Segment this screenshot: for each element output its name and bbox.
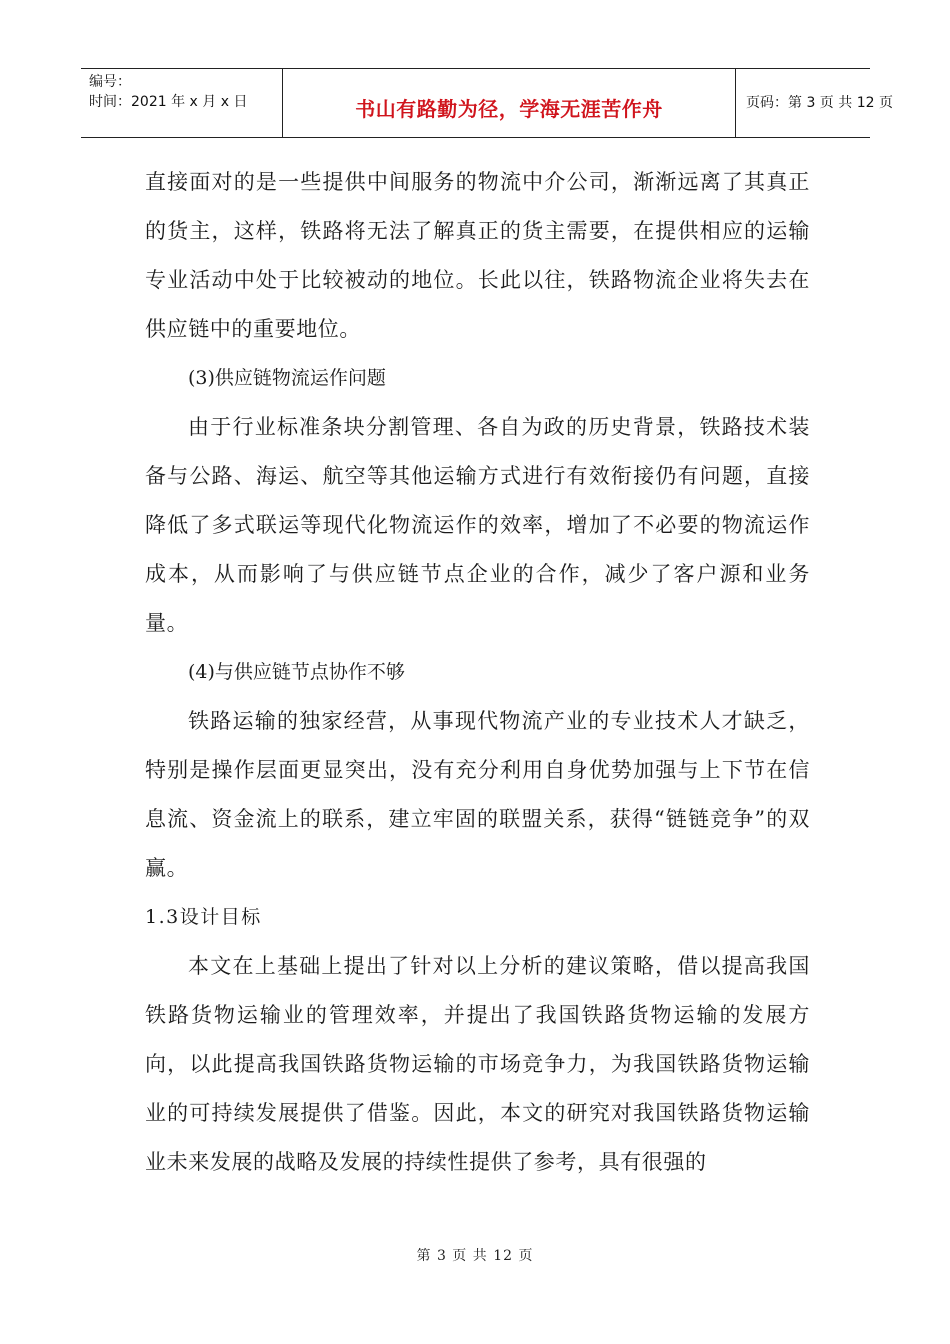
header-table bbox=[81, 68, 893, 138]
header-page-cell bbox=[736, 69, 893, 137]
header-motto-cell bbox=[282, 69, 736, 137]
paragraph-design-goal: 本文在上基础上提出了针对以上分析的建议策略，借以提高我国铁路货物运输业的管理效率，并提出了我国铁路货物运输的发展方向，以此提高我国铁路货物运输的市场竞争力，为我国铁路货物运输业的可持续发展提供了借鉴。因此，本文的研究对我国铁路货物运输业未来发展的战略及发展的持续性提供了参考，具有很强的 bbox=[145, 954, 810, 1174]
page-label: 页码：第 3 页 共 12 页 bbox=[746, 95, 893, 111]
page-footer: 第 3 页 共 12 页 bbox=[416, 1248, 534, 1264]
subheading-3: (3)供应链物流运作问题 bbox=[188, 367, 386, 389]
header-info-cell bbox=[81, 69, 282, 137]
paragraph-continued: 直接面对的是一些提供中间服务的物流中介公司，渐渐远离了其真正的货主，这样，铁路将无法了解真正的货主需要，在提供相应的运输专业活动中处于比较被动的地位。长此以往，铁路物流企业将失去在供应链中的重要地位。 bbox=[145, 170, 810, 341]
time-label: 时间：2021 年 x 月 x 日 bbox=[89, 94, 248, 110]
document-body bbox=[145, 158, 810, 1187]
motto-text: 书山有路勤为径，学海无涯苦作舟 bbox=[355, 97, 663, 121]
paragraph-node-cooperation: 铁路运输的独家经营，从事现代物流产业的专业技术人才缺乏，特别是操作层面更显突出，没有充分利用自身优势加强与上下节在信息流、资金流上的联系，建立牢固的联盟关系，获得“链链竞争”的双赢。 bbox=[145, 709, 810, 880]
subheading-4: (4)与供应链节点协作不够 bbox=[188, 661, 405, 683]
number-label: 编号： bbox=[89, 74, 131, 90]
section-title: 1.3设计目标 bbox=[145, 906, 262, 928]
paragraph-supply-chain-operation: 由于行业标准条块分割管理、各自为政的历史背景，铁路技术装备与公路、海运、航空等其他运输方式进行有效衔接仍有问题，直接降低了多式联运等现代化物流运作的效率，增加了不必要的物流运作成本，从而影响了与供应链节点企业的合作，减少了客户源和业务量。 bbox=[145, 415, 810, 635]
